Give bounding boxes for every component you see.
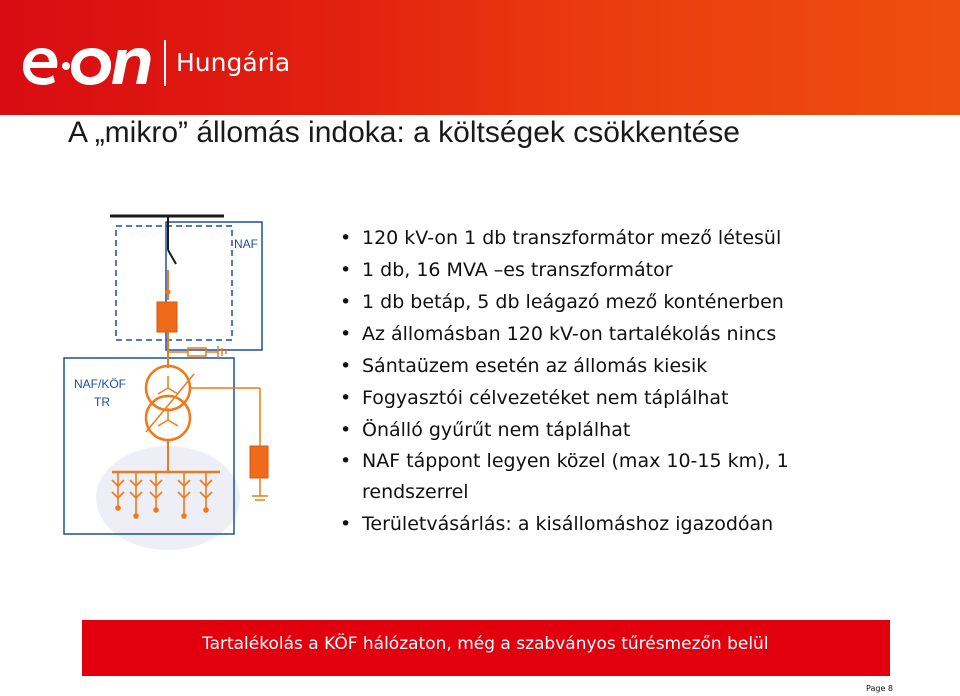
substation-diagram	[60, 210, 270, 550]
eon-logo	[22, 40, 162, 90]
disconnector-icon	[168, 250, 176, 264]
page-number: Page 8	[866, 684, 893, 693]
tr-label: TR	[94, 395, 110, 409]
node-dot	[166, 290, 171, 295]
circuit-breaker-icon	[157, 302, 177, 332]
neutral-resistor-icon	[250, 446, 268, 478]
surge-arrester-icon	[188, 348, 206, 356]
naf-kof-label: NAF/KÖF	[74, 377, 127, 391]
bullet-item: • Területvásárlás: a kisállomáshoz igazodóan	[338, 508, 862, 540]
bullet-list	[338, 222, 862, 540]
star-symbol-primary	[158, 376, 178, 394]
naf-label: NAF	[234, 237, 258, 251]
bullet-item: • Önálló gyűrűt nem táplálhat	[338, 414, 862, 446]
bullet-item: • Fogyasztói célvezetéket nem táplálhat	[338, 382, 862, 414]
logo-divider	[164, 40, 166, 86]
bullet-item: • 120 kV-on 1 db transzformátor mező létesül	[338, 222, 862, 254]
bullet-item: • 1 db betáp, 5 db leágazó mező konténerben	[338, 286, 862, 318]
footer-bar	[82, 620, 890, 676]
star-symbol-secondary	[158, 408, 178, 426]
footer-text: Tartalékolás a KÖF hálózaton, még a szabványos tűrésmezőn belül	[202, 634, 769, 654]
bullet-item: • NAF táppont legyen közel (max 10-15 km), 1 rendszerrel	[338, 446, 862, 508]
bullet-item: • 1 db, 16 MVA –es transzformátor	[338, 254, 862, 286]
bullet-item: • Az állomásban 120 kV-on tartalékolás nincs	[338, 318, 862, 350]
header-banner	[0, 0, 960, 115]
brand-subtitle: Hungária	[176, 48, 291, 77]
bullet-item: • Sántaüzem esetén az állomás kiesik	[338, 350, 862, 382]
slide-title: A „mikro” állomás indoka: a költségek csökkentése	[68, 116, 740, 149]
